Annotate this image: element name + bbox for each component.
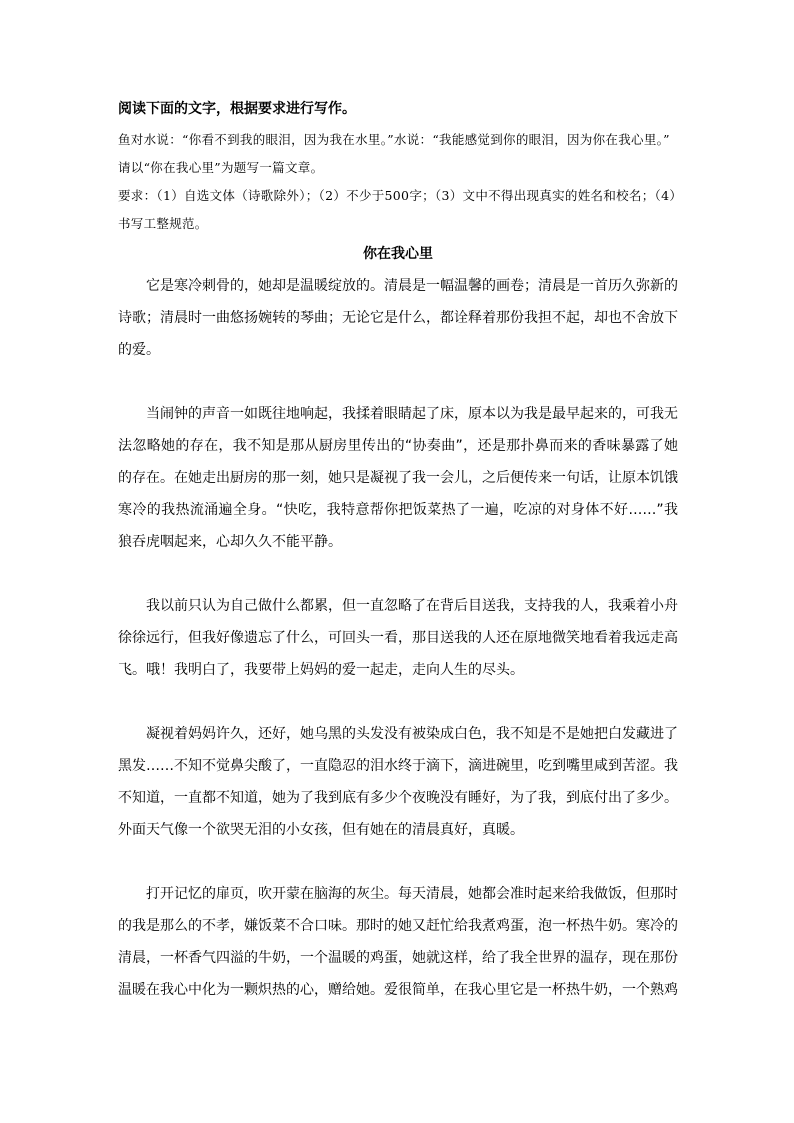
- essay-paragraph: 我以前只认为自己做什么都累，但一直忽略了在背后目送我，支持我的人，我乘着小舟徐徐远行，但我好像遗忘了什么，可回头一看，那目送我的人还在原地微笑地看着我远走高飞。哦！我明白了，我要带上妈妈的爱一起走，走向人生的尽头。: [118, 598, 678, 678]
- essay-paragraph: 凝视着妈妈许久，还好，她乌黑的头发没有被染成白色，我不知是不是她把白发藏进了黑发……不知不觉鼻尖酸了，一直隐忍的泪水终于滴下，滴进碗里，吃到嘴里咸到苦涩。我不知道，一直都不知道，她为了我到底有多少个夜晚没有睡好，为了我，到底付出了多少。外面天气像一个欲哭无泪的小女孩，但有她在的清晨真好，真暖。: [118, 726, 678, 838]
- essay-paragraph: 它是寒冷刺骨的，她却是温暖绽放的。清晨是一幅温馨的画卷；清晨是一首历久弥新的诗歌；清晨时一曲悠扬婉转的琴曲；无论它是什么，都诠释着那份我担不起，却也不舍放下的爱。: [118, 278, 678, 358]
- prompt-task: 请以“你在我心里”为题写一篇文章。: [118, 160, 324, 175]
- essay-title: 你在我心里: [363, 246, 433, 262]
- instruction-heading: 阅读下面的文字，根据要求进行写作。: [118, 101, 356, 117]
- prompt-quote: 鱼对水说：“你看不到我的眼泪，因为我在水里。”水说：“我能感觉到你的眼泪，因为你在我心里。”: [118, 132, 670, 147]
- document-content: [118, 98, 678, 1006]
- prompt-requirements: 要求：（1）自选文体（诗歌除外）；（2）不少于500字；（3）文中不得出现真实的姓名和校名；（4）书写工整规范。: [118, 188, 676, 231]
- essay-paragraph: 当闹钟的声音一如既往地响起，我揉着眼睛起了床，原本以为我是最早起来的，可我无法忽略她的存在，我不知是那从厨房里传出的“协奏曲”，还是那扑鼻而来的香味暴露了她的存在。在她走出厨房的那一刻，她只是凝视了我一会儿，之后便传来一句话，让原本饥饿寒冷的我热流涌遍全身。“快吃，我特意帮你把饭菜热了一遍，吃凉的对身体不好……”我狼吞虎咽起来，心却久久不能平静。: [118, 406, 678, 550]
- essay-paragraph: 打开记忆的扉页，吹开蒙在脑海的灰尘。每天清晨，她都会准时起来给我做饭，但那时的我是那么的不孝，嫌饭菜不合口味。那时的她又赶忙给我煮鸡蛋，泡一杯热牛奶。寒冷的清晨，一杯香气四溢的牛奶，一个温暖的鸡蛋，她就这样，给了我全世界的温存，现在那份温暖在我心中化为一颗炽热的心，赠给她。爱很简单，在我心里它是一杯热牛奶，一个熟鸡: [118, 886, 678, 998]
